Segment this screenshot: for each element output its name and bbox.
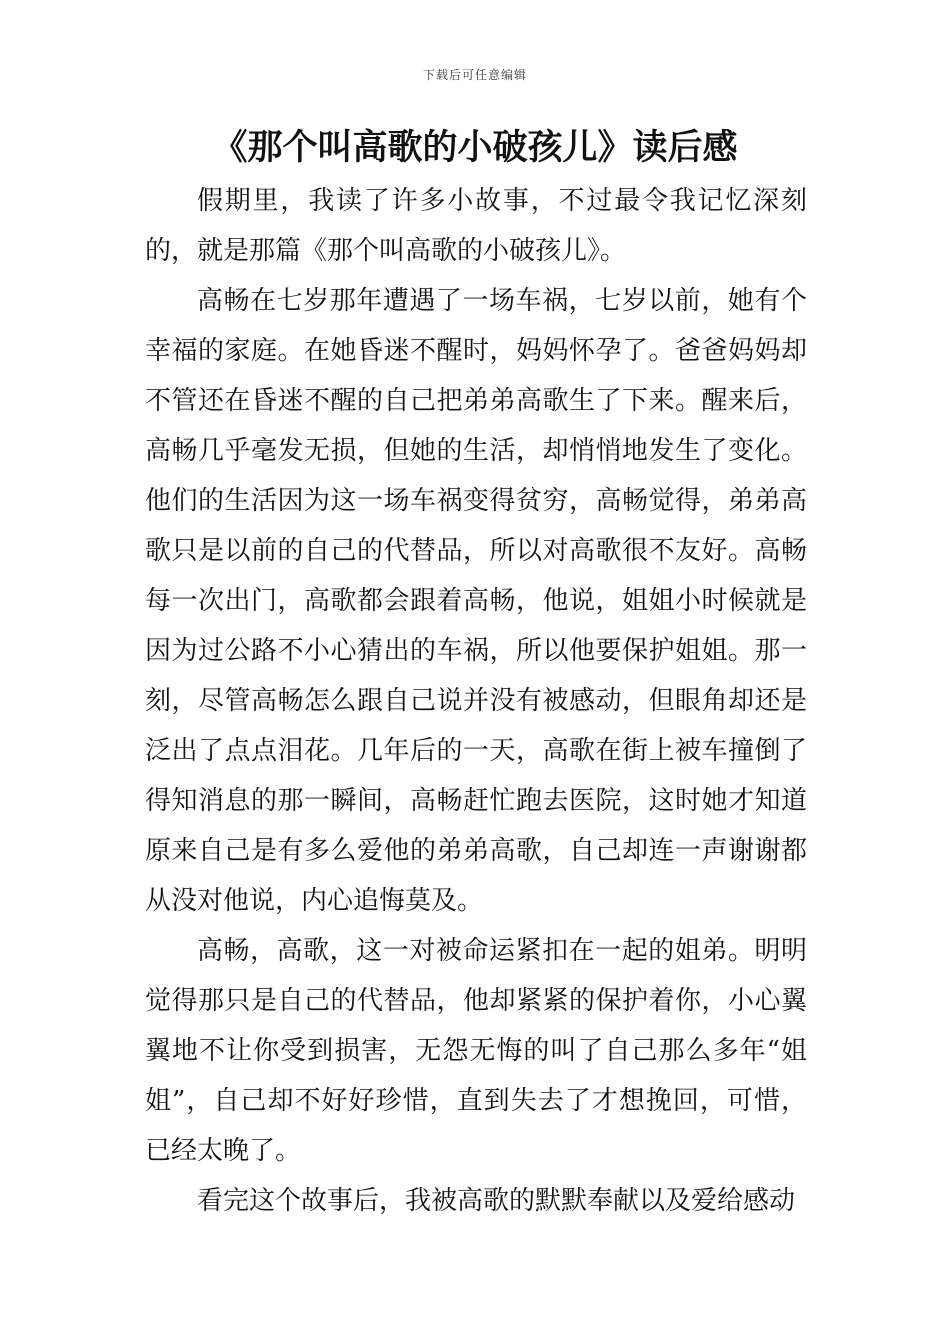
paragraph: 高畅在七岁那年遭遇了一场车祸，七岁以前，她有个幸福的家庭。在她昏迷不醒时，妈妈怀孕了。爸爸妈妈却不管还在昏迷不醒的自己把弟弟高歌生了下来。醒来后，高畅几乎毫发无损，但她的生活，却悄悄地发生了变化。他们的生活因为这一场车祸变得贫穷，高畅觉得，弟弟高歌只是以前的自己的代替品，所以对高歌很不友好。高畅每一次出门，高歌都会跟着高畅，他说，姐姐小时候就是因为过公路不小心猜出的车祸，所以他要保护姐姐。那一刻，尽管高畅怎么跟自己说并没有被感动，但眼角却还是泛出了点点泪花。几年后的一天，高歌在街上被车撞倒了得知消息的那一瞬间，高畅赶忙跑去医院，这时她才知道原来自己是有多么爱他的弟弟高歌，自己却连一声谢谢都从没对他说，内心追悔莫及。 bbox=[145, 286, 807, 916]
document-body bbox=[145, 176, 807, 1226]
paragraph: 看完这个故事后，我被高歌的默默奉献以及爱给感动 bbox=[197, 1186, 796, 1216]
paragraph: 高畅，高歌，这一对被命运紧扣在一起的姐弟。明明觉得那只是自己的代替品，他却紧紧的保护着你，小心翼翼地不让你受到损害，无怨无悔的叫了自己那么多年“姐姐”，自己却不好好珍惜，直到失去了才想挽回，可惜，已经太晚了。 bbox=[145, 936, 807, 1166]
paragraph: 假期里，我读了许多小故事，不过最令我记忆深刻的，就是那篇《那个叫高歌的小破孩儿》。 bbox=[145, 186, 807, 266]
document-title: 《那个叫高歌的小破孩儿》读后感 bbox=[212, 128, 738, 168]
header-note: 下载后可任意编辑 bbox=[422, 68, 527, 82]
